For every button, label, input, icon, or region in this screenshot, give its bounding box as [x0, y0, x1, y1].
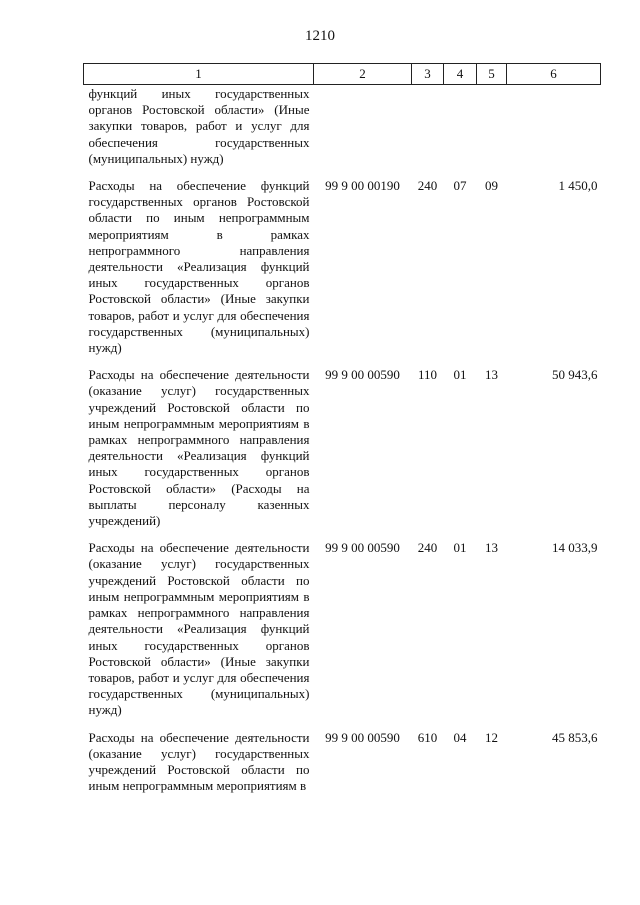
row-pr: 09	[485, 178, 498, 194]
column-header-5: 5	[477, 64, 507, 85]
row-vr: 240	[417, 540, 438, 556]
row-description: функций иных государственных органов Ростовской области» (Иные закупки товаров, работ и услуг для обеспечения государственных (муниципальных) нужд)	[88, 86, 310, 166]
row-vr	[412, 85, 444, 178]
row-pr: 13	[485, 540, 498, 556]
row-amount: 1 450,0	[558, 178, 598, 194]
column-header-1: 1	[84, 64, 314, 85]
table-header	[84, 64, 601, 85]
row-description: Расходы на обеспечение деятельности (оказание услуг) государственных учреждений Ростовской области по иным непрограммным мероприятиям в рамках непрограммного направления деятельности «Реализация функций иных государственных органов Ростовской области» (Иные закупки товаров, работ и услуг для обеспечения государственных (муниципальных) нужд)	[88, 540, 310, 718]
table-row	[84, 177, 601, 366]
row-rz: 01	[453, 540, 467, 556]
row-vr: 110	[417, 367, 438, 383]
row-code	[314, 85, 412, 178]
column-header-2: 2	[314, 64, 412, 85]
column-header-4: 4	[444, 64, 477, 85]
row-amount	[507, 85, 601, 178]
row-pr: 13	[485, 367, 498, 383]
row-amount: 14 033,9	[552, 540, 598, 556]
column-header-3: 3	[412, 64, 444, 85]
row-code: 99 9 00 00590	[325, 729, 400, 745]
row-amount: 50 943,6	[552, 367, 598, 383]
table-row	[84, 366, 601, 539]
table-row	[84, 729, 601, 795]
table-row	[84, 539, 601, 728]
row-vr: 610	[417, 729, 438, 745]
row-rz: 01	[453, 367, 467, 383]
row-code: 99 9 00 00590	[325, 367, 400, 383]
row-vr: 240	[417, 178, 438, 194]
row-description: Расходы на обеспечение деятельности (оказание услуг) государственных учреждений Ростовской области по иным непрограммным мероприятиям в	[88, 729, 310, 794]
row-rz	[444, 85, 477, 178]
page-number: 1210	[305, 28, 335, 44]
budget-table	[83, 63, 601, 794]
column-header-6: 6	[507, 64, 601, 85]
table-row	[84, 85, 601, 178]
row-rz: 04	[453, 729, 467, 745]
row-amount: 45 853,6	[552, 729, 598, 745]
row-pr	[477, 85, 507, 178]
row-code: 99 9 00 00190	[325, 178, 400, 194]
row-description: Расходы на обеспечение деятельности (оказание услуг) государственных учреждений Ростовской области по иным непрограммным мероприятиям в рамках непрограммного направления деятельности «Реализация функций иных государственных органов Ростовской области» (Расходы на выплаты персоналу казенных учреждений)	[88, 367, 310, 529]
row-rz: 07	[453, 178, 467, 194]
row-description: Расходы на обеспечение функций государственных органов Ростовской области по иным непрограммным мероприятиям в рамках непрограммного направления деятельности «Реализация функций иных государственных органов Ростовской области» (Иные закупки товаров, работ и услуг для обеспечения государственных (муниципальных) нужд)	[88, 178, 310, 356]
row-code: 99 9 00 00590	[325, 540, 400, 556]
row-pr: 12	[485, 729, 498, 745]
